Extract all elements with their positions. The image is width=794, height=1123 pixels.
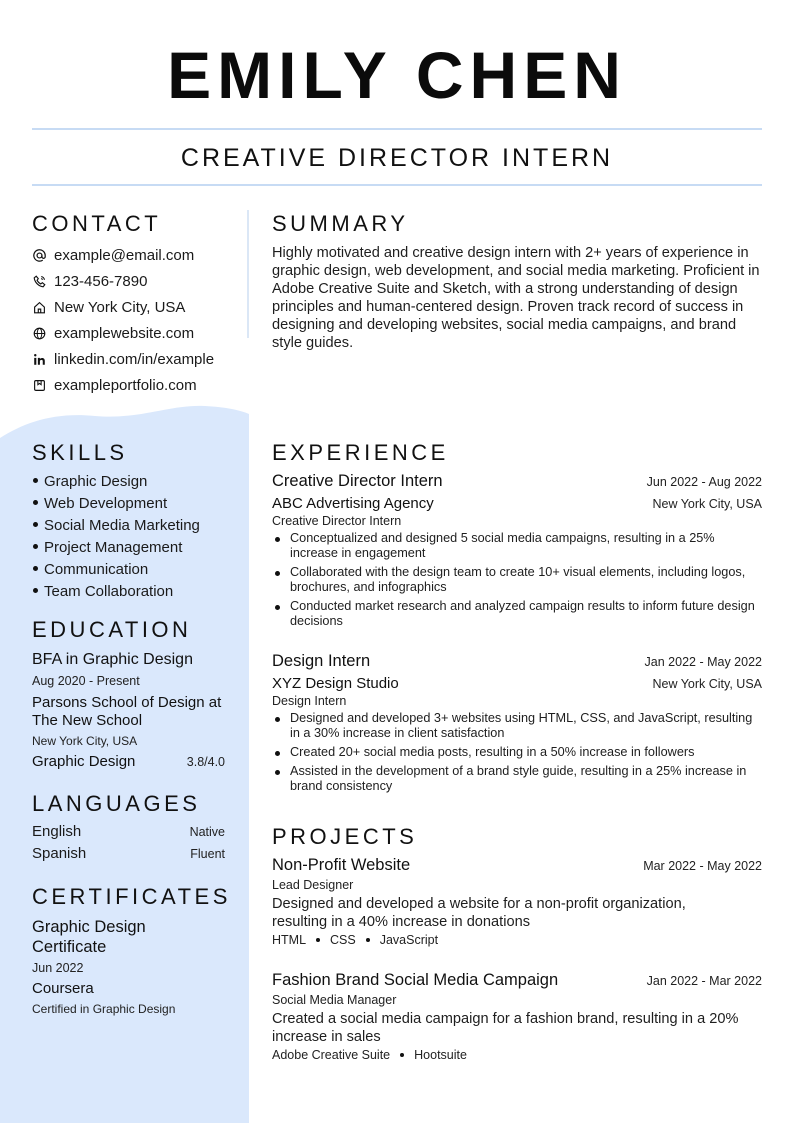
job-dates: Jan 2022 - May 2022	[644, 655, 762, 669]
column-divider	[247, 210, 249, 338]
contact-phone-text: 123-456-7890	[54, 272, 148, 290]
list-item: Web Development	[32, 493, 242, 515]
languages-heading: LANGUAGES	[32, 791, 201, 816]
globe-icon	[32, 326, 46, 340]
job-location: New York City, USA	[652, 497, 762, 511]
project-tags	[272, 1048, 762, 1062]
list-item: Conceptualized and designed 5 social media campaigns, resulting in a 25% increase in engagement	[272, 531, 762, 561]
skills-heading: SKILLS	[32, 440, 128, 465]
at-icon	[32, 248, 46, 262]
contact-location	[32, 294, 242, 320]
certificate-detail: Certified in Graphic Design	[32, 1002, 176, 1016]
job-org: ABC Advertising Agency	[272, 495, 434, 512]
project-dates: Mar 2022 - May 2022	[643, 859, 762, 873]
contact-phone[interactable]	[32, 268, 242, 294]
list-item: Collaborated with the design team to create 10+ visual elements, including logos, brochures, and infographics	[272, 565, 762, 595]
job-dates: Jun 2022 - Aug 2022	[646, 475, 762, 489]
summary-text: Highly motivated and creative design intern with 2+ years of experience in graphic design, web development, and social media marketing. Proficient in Adobe Creative Suite and Sketch, with a strong understanding of design principles and human-centered design. Proven track record of success in designing and developing websites, social media campaigns, and brand style guides.	[272, 245, 760, 351]
education-field: Graphic Design	[32, 753, 136, 770]
list-item: Social Media Marketing	[32, 515, 242, 537]
list-item: Team Collaboration	[32, 581, 242, 603]
contact-email-text: example@email.com	[54, 246, 195, 264]
tag: HTML	[272, 933, 307, 947]
candidate-name: EMILY CHEN	[167, 38, 627, 112]
project-title: Non-Profit Website	[272, 856, 411, 874]
header-divider-top	[32, 128, 762, 130]
project-description: Designed and developed a website for a non-profit organization, resulting in a 40% increase in donations	[272, 896, 686, 930]
education-location: New York City, USA	[32, 734, 138, 748]
list-item: Communication	[32, 559, 242, 581]
project-dates: Jan 2022 - Mar 2022	[646, 974, 762, 988]
skills-list	[32, 471, 242, 603]
list-item: Created 20+ social media posts, resulting in a 50% increase in followers	[272, 745, 762, 760]
project-role: Lead Designer	[272, 878, 354, 892]
summary-heading: SUMMARY	[272, 211, 409, 236]
list-item: English Native	[32, 823, 225, 840]
job-role: Creative Director Intern	[272, 514, 402, 528]
certificate-name: Graphic Design Certificate	[32, 918, 146, 956]
job-title: Design Intern	[272, 652, 371, 670]
project-title: Fashion Brand Social Media Campaign	[272, 971, 559, 989]
job-bullets	[272, 531, 762, 629]
contact-list	[32, 242, 242, 398]
education-block	[32, 650, 225, 772]
contact-website-text: examplewebsite.com	[54, 324, 195, 342]
education-degree: BFA in Graphic Design	[32, 651, 193, 668]
list-item: Project Management	[32, 537, 242, 559]
phone-icon	[32, 274, 46, 288]
experience-heading: EXPERIENCE	[272, 440, 449, 465]
contact-email[interactable]	[32, 242, 242, 268]
list-item: Designed and developed 3+ websites using HTML, CSS, and JavaScript, resulting in a 30% increase in client satisfaction	[272, 711, 762, 741]
tag: Hootsuite	[414, 1048, 467, 1062]
education-heading: EDUCATION	[32, 617, 192, 642]
header-divider-bottom	[32, 184, 762, 186]
contact-website[interactable]	[32, 320, 242, 346]
certificate-block	[32, 917, 212, 1018]
contact-heading: CONTACT	[32, 211, 162, 236]
project-item	[272, 856, 762, 947]
job-bullets	[272, 711, 762, 794]
job-role: Design Intern	[272, 694, 347, 708]
education-school: Parsons School of Design at The New School	[32, 694, 222, 729]
list-item: Conducted market research and analyzed campaign results to inform future design decisions	[272, 599, 762, 629]
certificates-heading: CERTIFICATES	[32, 884, 231, 909]
home-icon	[32, 300, 46, 314]
project-item	[272, 971, 762, 1062]
languages-list	[32, 823, 225, 867]
contact-linkedin-text: linkedin.com/in/example	[54, 350, 215, 368]
projects-heading: PROJECTS	[272, 824, 418, 849]
certificate-issuer: Coursera	[32, 980, 94, 997]
project-description: Created a social media campaign for a fashion brand, resulting in a 20% increase in sales	[272, 1011, 739, 1045]
linkedin-icon	[32, 352, 46, 366]
project-tags	[272, 933, 762, 947]
tag: JavaScript	[379, 933, 439, 947]
job-title: Creative Director Intern	[272, 472, 443, 490]
list-item: Spanish Fluent	[32, 845, 225, 862]
education-gpa: 3.8/4.0	[186, 755, 225, 769]
contact-portfolio[interactable]	[32, 372, 242, 398]
contact-linkedin[interactable]	[32, 346, 242, 372]
tag: Adobe Creative Suite	[272, 1048, 391, 1062]
portfolio-icon	[32, 378, 46, 392]
contact-location-text: New York City, USA	[54, 298, 186, 316]
education-dates: Aug 2020 - Present	[32, 674, 140, 688]
list-item: Graphic Design	[32, 471, 242, 493]
contact-portfolio-text: exampleportfolio.com	[54, 376, 197, 394]
job-location: New York City, USA	[652, 677, 762, 691]
project-role: Social Media Manager	[272, 993, 397, 1007]
experience-job	[272, 472, 762, 633]
job-title: CREATIVE DIRECTOR INTERN	[180, 144, 614, 172]
experience-job	[272, 652, 762, 798]
certificate-date: Jun 2022	[32, 961, 84, 975]
tag: CSS	[330, 933, 356, 947]
job-org: XYZ Design Studio	[272, 675, 399, 692]
list-item: Assisted in the development of a brand style guide, resulting in a 25% increase in brand consistency	[272, 764, 762, 794]
